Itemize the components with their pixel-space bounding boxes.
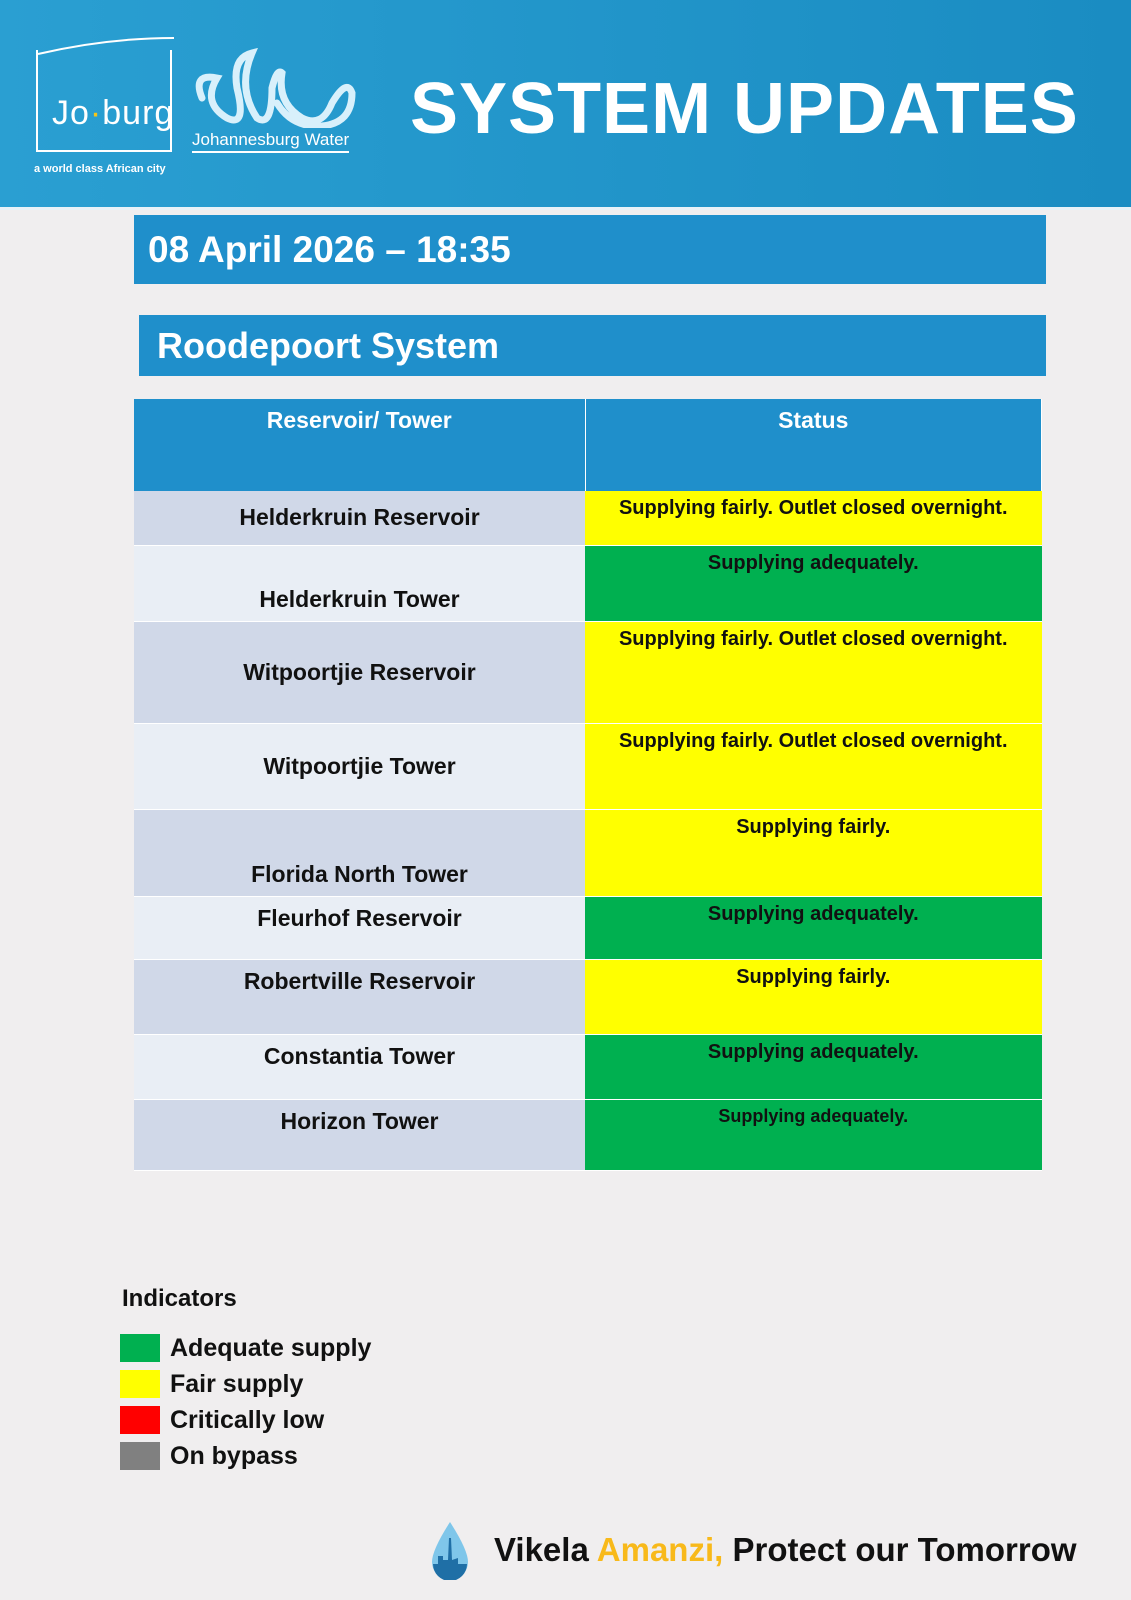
table-row xyxy=(134,896,1042,959)
status-cell: Supplying adequately. xyxy=(585,545,1042,621)
reservoir-name: Helderkruin Reservoir xyxy=(134,491,585,545)
indicators-title: Indicators xyxy=(122,1285,237,1312)
johannesburg-water-label: Johannesburg Water xyxy=(192,130,349,153)
reservoir-name: Florida North Tower xyxy=(134,809,585,896)
table-row xyxy=(134,621,1042,723)
table-row xyxy=(134,1034,1042,1099)
table-row xyxy=(134,491,1042,545)
slogan: Vikela Amanzi, Protect our Tomorrow xyxy=(428,1520,1077,1580)
system-title: Roodepoort System xyxy=(139,315,1046,376)
col-header-status: Status xyxy=(585,399,1042,491)
reservoir-name: Fleurhof Reservoir xyxy=(134,896,585,959)
water-drop-icon xyxy=(428,1520,472,1580)
legend-item-critical: Critically low xyxy=(120,1402,371,1438)
status-cell: Supplying adequately. xyxy=(585,896,1042,959)
water-wave-logo-icon xyxy=(192,48,362,128)
header-banner xyxy=(0,0,1131,210)
reservoir-name: Helderkruin Tower xyxy=(134,545,585,621)
table-row xyxy=(134,723,1042,809)
legend xyxy=(120,1330,371,1474)
status-cell: Supplying fairly. xyxy=(585,809,1042,896)
status-table xyxy=(134,399,1042,1171)
status-cell: Supplying fairly. xyxy=(585,959,1042,1034)
table-row xyxy=(134,959,1042,1034)
status-cell: Supplying fairly. Outlet closed overnight. xyxy=(585,491,1042,545)
reservoir-name: Witpoortjie Reservoir xyxy=(134,621,585,723)
reservoir-name: Horizon Tower xyxy=(134,1099,585,1170)
legend-item-bypass: On bypass xyxy=(120,1438,371,1474)
date-bar: 08 April 2026 – 18:35 xyxy=(134,215,1046,284)
status-cell: Supplying adequately. xyxy=(585,1034,1042,1099)
reservoir-name: Witpoortjie Tower xyxy=(134,723,585,809)
legend-item-adequate: Adequate supply xyxy=(120,1330,371,1366)
table-row xyxy=(134,1099,1042,1170)
table-row xyxy=(134,809,1042,896)
col-header-reservoir: Reservoir/ Tower xyxy=(134,399,585,491)
table-row xyxy=(134,545,1042,621)
status-cell: Supplying fairly. Outlet closed overnight. xyxy=(585,621,1042,723)
reservoir-name: Robertville Reservoir xyxy=(134,959,585,1034)
status-cell: Supplying adequately. xyxy=(585,1099,1042,1170)
reservoir-name: Constantia Tower xyxy=(134,1034,585,1099)
tagline: a world class African city xyxy=(34,163,166,175)
legend-item-fair: Fair supply xyxy=(120,1366,371,1402)
status-cell: Supplying fairly. Outlet closed overnight. xyxy=(585,723,1042,809)
joburg-logo: Jo·burg xyxy=(36,50,172,152)
page-title: SYSTEM UPDATES xyxy=(410,69,1079,149)
